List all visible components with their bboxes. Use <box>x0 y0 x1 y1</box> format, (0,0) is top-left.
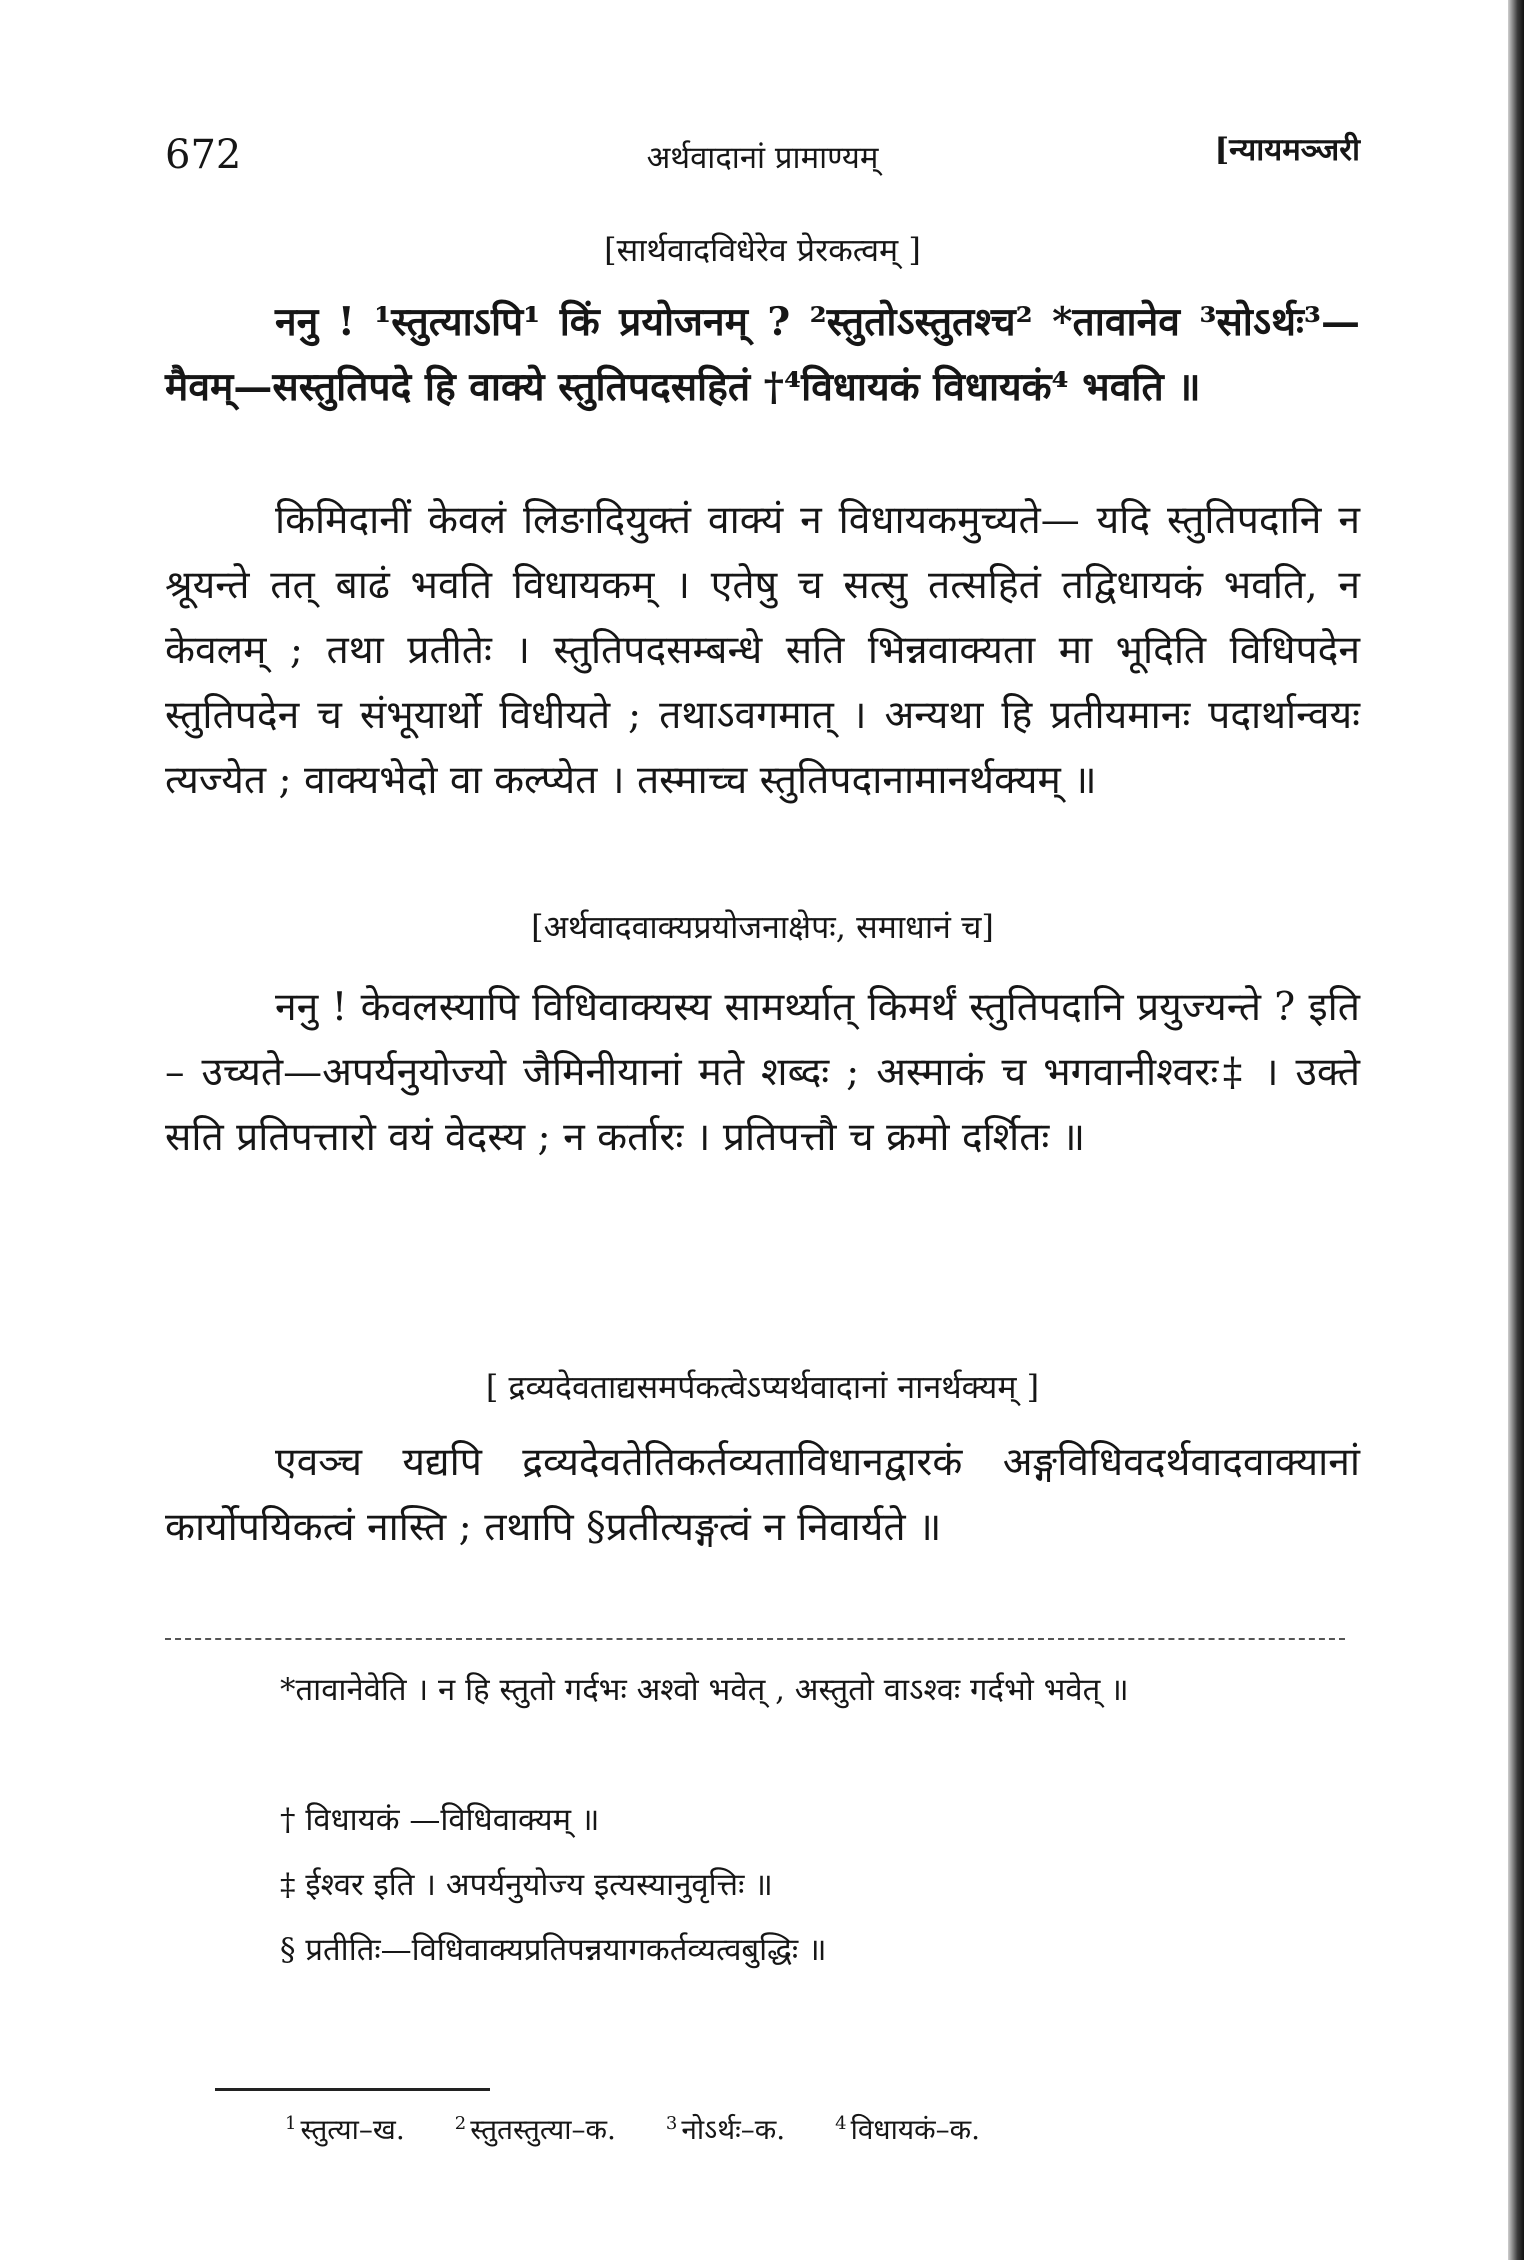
footnote-4: $^4$ विधायकं–क. <box>835 2112 981 2146</box>
notes-divider <box>165 1638 1345 1640</box>
running-header <box>165 120 1360 180</box>
footnote-2: $^2$ स्तुतस्तुत्या–क. <box>454 2112 616 2146</box>
footnote-3: $^3$ नोऽर्थः–क. <box>665 2112 786 2146</box>
section-heading-2: [अर्थवादवाक्यप्रयोजनाक्षेपः, समाधानं च] <box>531 908 994 946</box>
section-heading-3: [ द्रव्यदेवताद्यसमर्पकत्वेऽप्यर्थवादानां नानर्थक्यम् ] <box>485 1368 1040 1406</box>
footnote-rule <box>215 2088 490 2091</box>
book-title: [न्यायमञ्जरी <box>1214 132 1360 168</box>
section-heading-1: [सार्थवादविधेरेव प्रेरकत्वम् ] <box>604 231 921 269</box>
running-title: अर्थवादानां प्रामाण्यम् <box>646 140 879 176</box>
note-3: ‡ ईश्वर इति । अपर्यनुयोज्य इत्यस्यानुवृत्तिः ॥ <box>280 1867 773 1903</box>
paragraph-1: ननु ! ¹स्तुत्याऽपि¹ किं प्रयोजनम् ? ²स्तुतोऽस्तुतश्च² *तावानेव ³सोऽर्थः³—मैवम्—सस्तुतिपदे हि वाक्ये स्तुतिपदसहितं †⁴विधायकं विधायकं⁴ भवति ॥ <box>165 299 1360 410</box>
footnote-1: $^1$ स्तुत्या–ख. <box>285 2112 405 2146</box>
note-1: *तावानेवेति । न हि स्तुतो गर्दभः अश्वो भवेत् , अस्तुतो वाऽश्वः गर्दभो भवेत् ॥ <box>280 1672 1129 1708</box>
note-4: § प्रतीतिः—विधिवाक्यप्रतिपन्नयागकर्तव्यत्वबुद्धिः ॥ <box>280 1932 827 1968</box>
page-edge-shadow <box>1508 0 1524 2260</box>
page-number: 672 <box>165 132 242 178</box>
paragraph-4: एवञ्च यद्यपि द्रव्यदेवतेतिकर्तव्यताविधानद्वारकं अङ्गविधिवदर्थवादवाक्यानां कार्योपयिकत्वं नास्ति ; तथापि §प्रतीत्यङ्गत्वं न निवार्यते ॥ <box>165 1440 1360 1550</box>
footnotes <box>285 2110 1345 2148</box>
paragraph-2: किमिदानीं केवलं लिङादियुक्तं वाक्यं न विधायकमुच्यते— यदि स्तुतिपदानि न श्रूयन्ते तत् बाढं भवति विधायकम् । एतेषु च सत्सु तत्सहितं तद्विधायकं भवति, न केवलम् ; तथा प्रतीतेः । स्तुतिपदसम्बन्धे सति भिन्नवाक्यता मा भूदिति विधिपदेन स्तुतिपदेन च संभूयार्थो विधीयते ; तथाऽवगमात् । अन्यथा हि प्रतीयमानः पदार्थान्वयः त्यज्येत ; वाक्यभेदो वा कल्प्येत । तस्माच्च स्तुतिपदानामानर्थक्यम् ॥ <box>165 498 1360 803</box>
note-2: † विधायकं —विधिवाक्यम् ॥ <box>280 1802 600 1838</box>
paragraph-3: ननु ! केवलस्यापि विधिवाक्यस्य सामर्थ्यात् किमर्थं स्तुतिपदानि प्रयुज्यन्ते ? इति – उच्यते—अपर्यनुयोज्यो जैमिनीयानां मते शब्दः ; अस्माकं च भगवानीश्वरः‡ । उक्ते सति प्रतिपत्तारो वयं वेदस्य ; न कर्तारः । प्रतिपत्तौ च क्रमो दर्शितः ॥ <box>165 985 1360 1160</box>
